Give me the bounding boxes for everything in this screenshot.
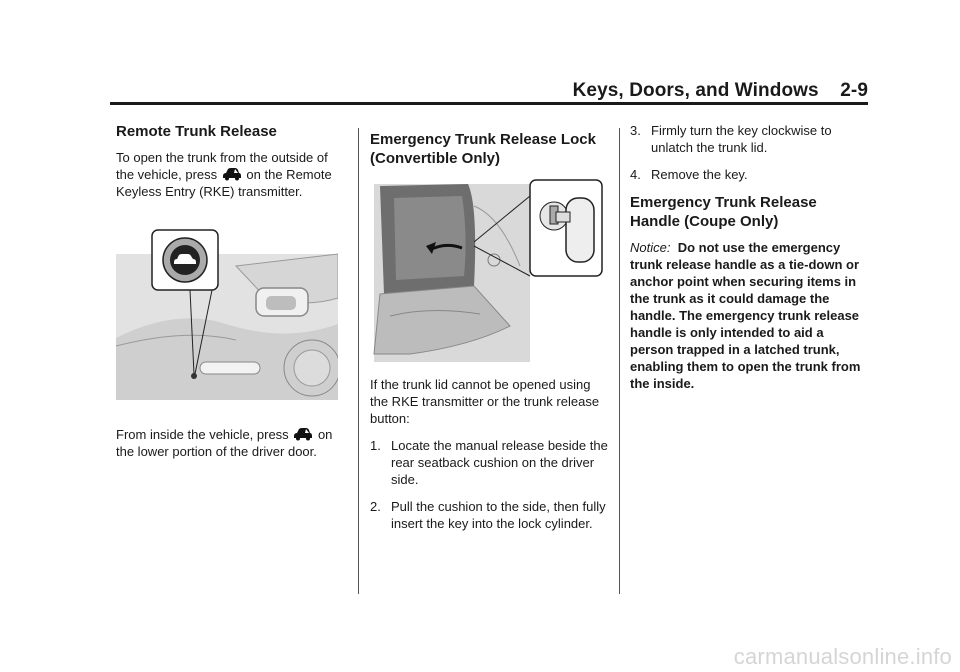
- notice-text: Do not use the emergency trunk release handle as a tie-down or anchor point when securing items in the trunk as it could damage the handle. The emergency trunk release handle is only intended to aid a person trapped in a latched trunk, enabling them to open the trunk from the inside.: [630, 240, 861, 391]
- section-heading: Emergency Trunk Release Handle (Coupe Only): [630, 194, 817, 230]
- header-rule: [110, 102, 868, 105]
- watermark: carmanualsonline.info: [733, 644, 952, 669]
- car-trunk-icon: [293, 427, 313, 441]
- car-trunk-icon: [222, 167, 242, 181]
- column-emergency-lock: [370, 122, 610, 542]
- door-trunk-button-illustration: [116, 228, 338, 400]
- column-divider: [619, 128, 620, 594]
- header-title: [573, 80, 868, 102]
- paragraph: From inside the vehicle, press on the lower portion of the driver door.: [116, 427, 333, 459]
- list-item: 4. Remove the key.: [630, 167, 748, 182]
- seatback-lock-illustration: [370, 176, 606, 362]
- paragraph: To open the trunk from the outside of the vehicle, press on the Remote Keyless Entry (RKE) transmitter.: [116, 150, 332, 199]
- paragraph: If the trunk lid cannot be opened using the RKE transmitter or the trunk release button:: [370, 377, 600, 426]
- notice-paragraph: [630, 239, 870, 392]
- column-remote-trunk-release: [116, 122, 344, 470]
- section-title: Keys, Doors, and Windows: [572, 80, 819, 101]
- column-continued: [630, 122, 870, 392]
- column-divider: [358, 128, 359, 594]
- step-list: [370, 437, 610, 532]
- section-heading: Remote Trunk Release: [116, 123, 277, 140]
- section-heading: Emergency Trunk Release Lock (Convertible Only): [370, 131, 596, 167]
- list-item: 1. Locate the manual release beside the rear seatback cushion on the driver side.: [370, 438, 608, 487]
- list-item: 2. Pull the cushion to the side, then fully insert the key into the lock cylinder.: [370, 499, 606, 531]
- step-list: [630, 122, 870, 183]
- list-item: 3. Firmly turn the key clockwise to unlatch the trunk lid.: [630, 123, 832, 155]
- page-header: [110, 80, 868, 104]
- notice-label: Notice:: [630, 240, 671, 255]
- page-number: 2-9: [840, 80, 868, 101]
